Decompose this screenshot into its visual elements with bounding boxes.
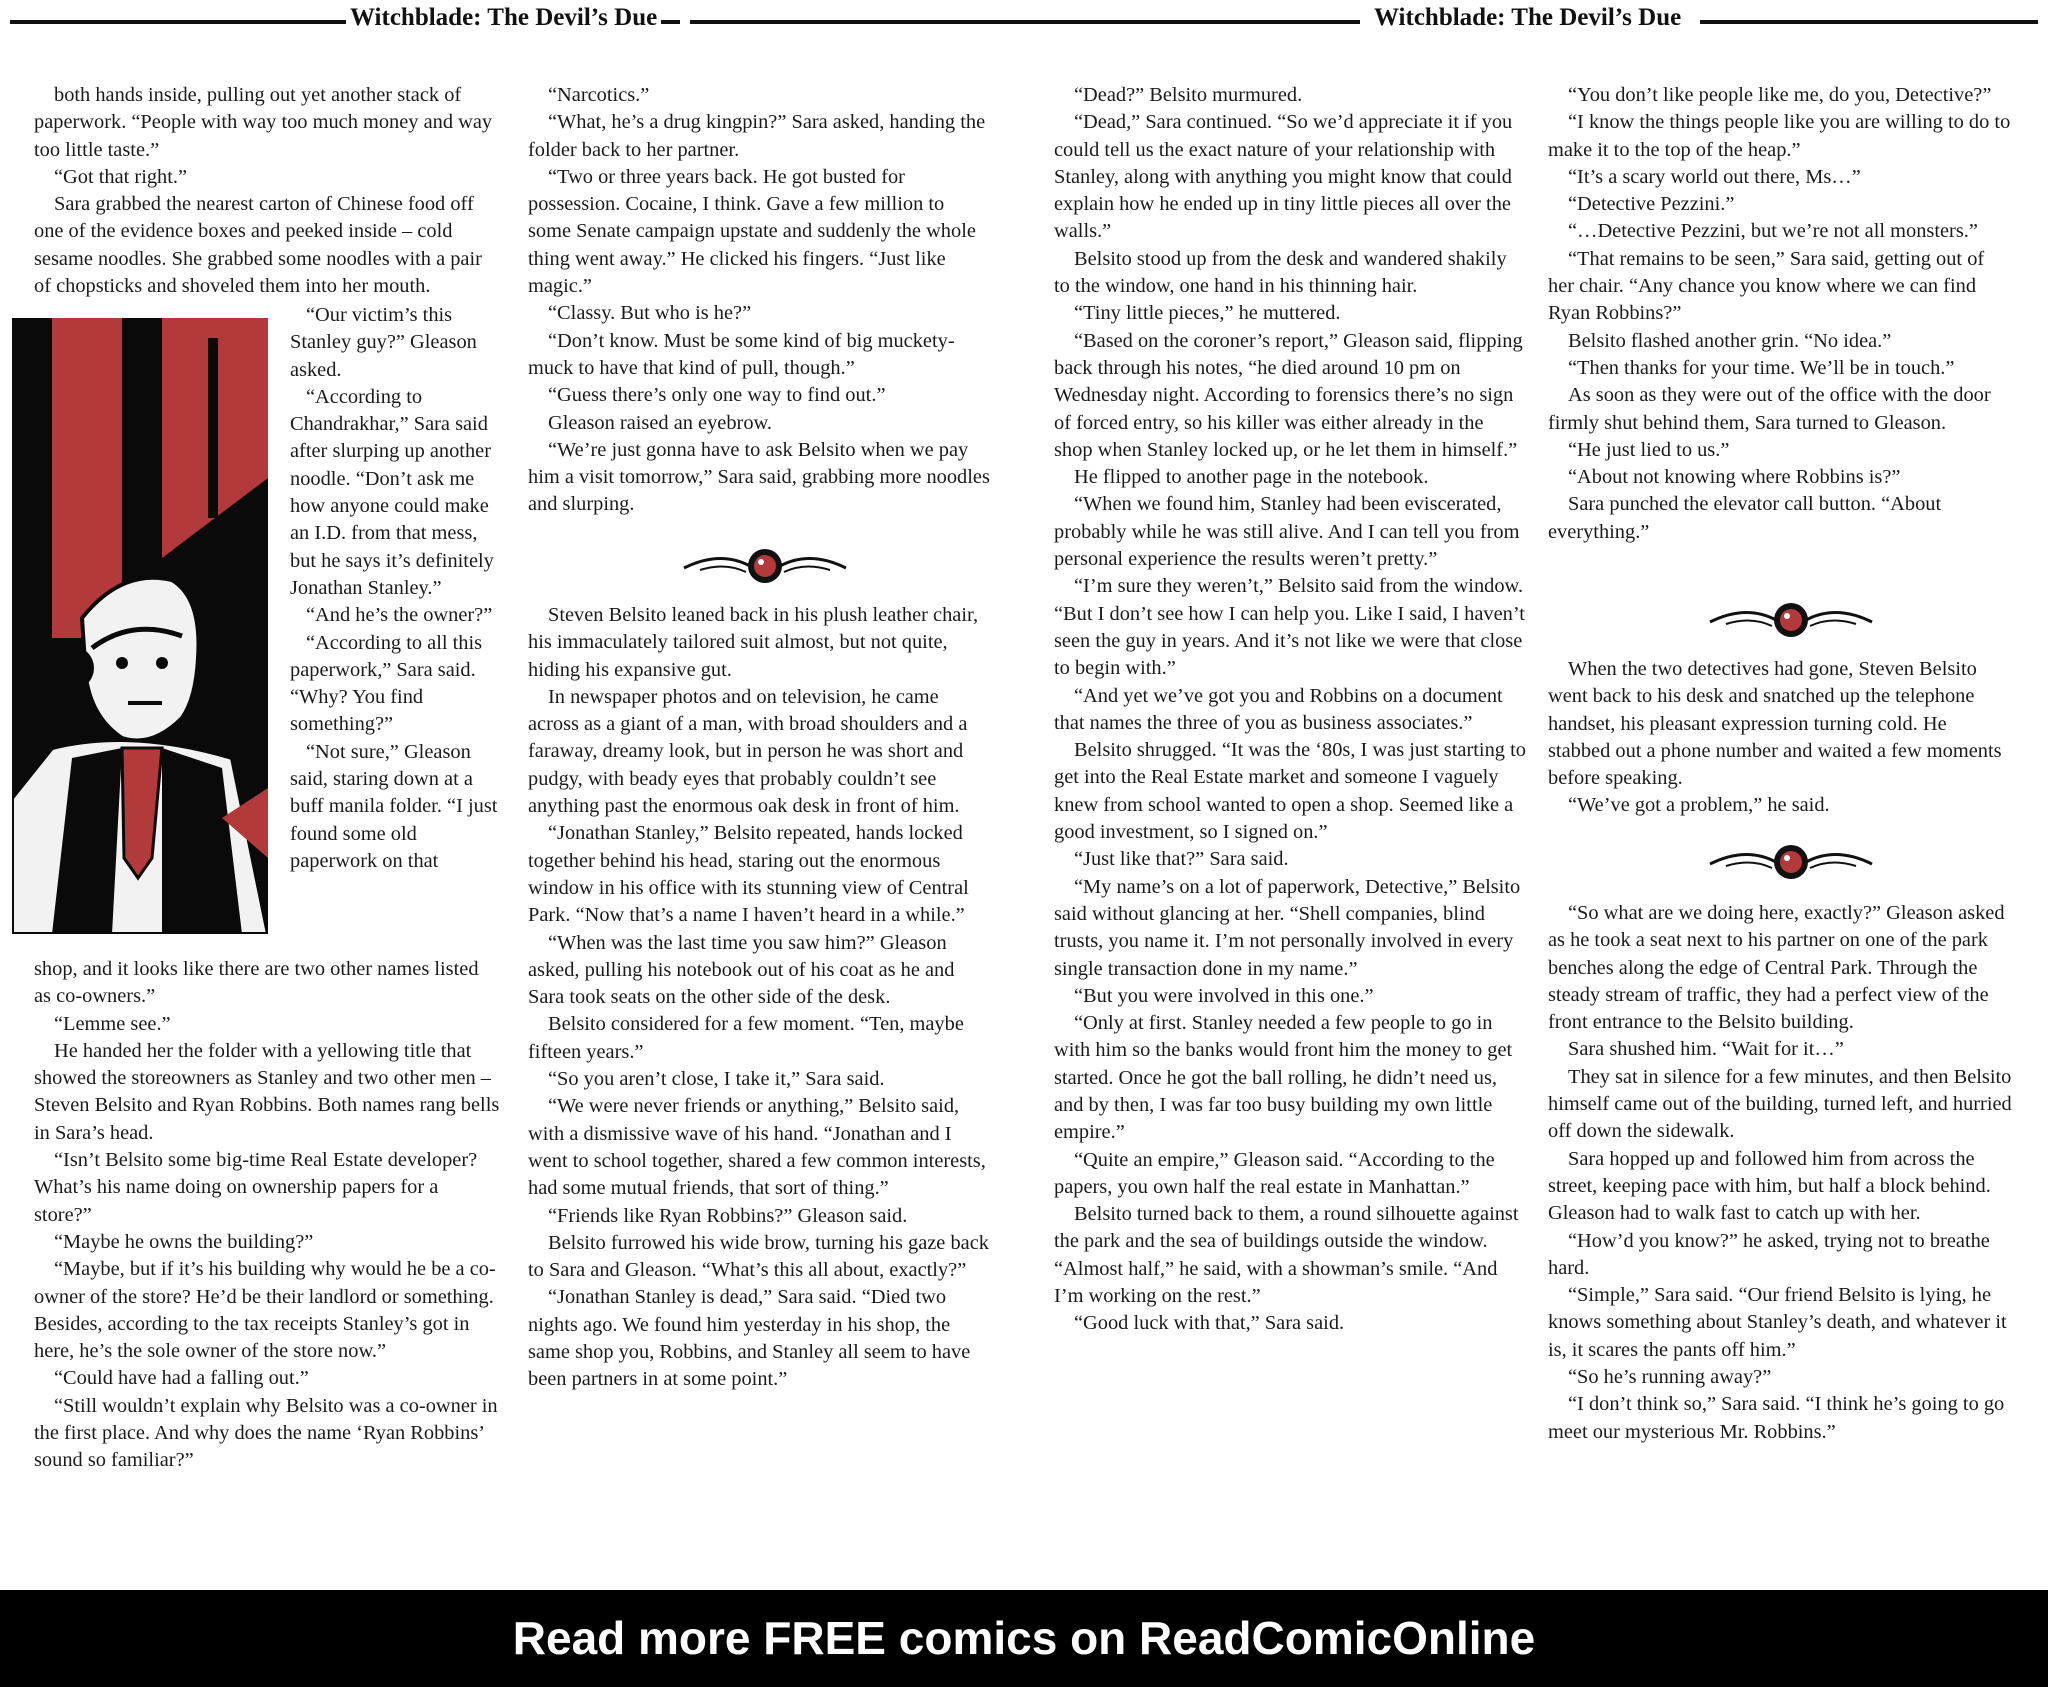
paragraph: shop, and it looks like there are two other names listed as co-owners.” [34,958,479,1008]
running-title-left: Witchblade: The Devil’s Due [346,4,661,32]
paragraph: “Still wouldn’t explain why Belsito was a co-owner in the first place. And why does the name ‘Ryan Robbins’ sound so familiar?” [34,1394,498,1472]
column-1-top [34,82,500,300]
header-rule-right [1700,20,2038,24]
paragraph: “Not sure,” Gleason said, staring down at a buff manila folder. “I just found some old paperwork on that [290,740,498,872]
paragraph: “Simple,” Sara said. “Our friend Belsito is lying, he knows something about Stanley’s death, and whatever it is, it scares the pants off him.” [1548,1284,2007,1361]
paragraph: He handed her the folder with a yellowing title that showed the storeowners as Stanley and two other men – Steven Belsito and Ryan Robbins. Both names rang bells in Sara’s head. [34,1039,500,1144]
paragraph: “Tiny little pieces,” he muttered. [1074,302,1341,325]
paragraph: “Then thanks for your time. We’ll be in touch.” [1568,356,1955,379]
column-2-top [528,82,990,519]
paragraph: Steven Belsito leaned back in his plush leather chair, his immaculately tailored suit almost, but not quite, hiding his expansive gut. [528,604,979,681]
section-break-ornament-icon [1706,594,1876,649]
column-1-bottom [34,956,500,1475]
paragraph: Belsito stood up from the desk and wandered shakily to the window, one hand in his thinning hair. [1054,247,1507,298]
column-4-bottom [1548,900,2014,1446]
paragraph: Sara hopped up and followed him from across the street, keeping pace with him, but half a block behind. Gleason had to walk fast to catch up with her. [1548,1147,1991,1225]
section-break-ornament-icon [1706,836,1876,891]
paragraph: “Good luck with that,” Sara said. [1074,1312,1345,1335]
paragraph: “According to Chandrakhar,” Sara said after slurping up another noodle. “Don’t ask me how anyone could make an I.D. from that mess, but he says it’s definitely Jonathan Stanley.” [290,385,494,599]
paragraph: “Could have had a falling out.” [54,1367,309,1390]
paragraph: “According to all this paperwork,” Sara said. “Why? You find something?” [290,631,483,736]
paragraph: “Two or three years back. He got busted for possession. Cocaine, I think. Gave a few million to some Senate campaign upstate and suddenly the whole thing went away.” He clicked his fingers. “Just like magic.” [528,165,976,298]
paragraph: “So you aren’t close, I take it,” Sara said. [548,1068,885,1091]
paragraph: “We were never friends or anything,” Belsito said, with a dismissive wave of his hand. “Jonathan and I went to school together, shared a few common interests, had some mutual friends, that sort of thing.” [528,1095,986,1200]
paragraph: “Classy. But who is he?” [548,302,752,325]
paragraph: “When we found him, Stanley had been eviscerated, probably while he was still alive. And I can tell you from personal experience the results weren’t pretty.” [1054,493,1520,571]
column-1-wrap [290,302,508,875]
paragraph: “We’re just gonna have to ask Belsito when we pay him a visit tomorrow,” Sara said, grabbing more noodles and slurping. [528,438,990,516]
promo-banner-text[interactable]: Read more FREE comics on ReadComicOnline [512,1612,1536,1664]
header-rule-middle [690,20,1360,24]
paragraph: Belsito considered for a few moment. “Ten, maybe fifteen years.” [528,1013,964,1063]
paragraph: “Only at first. Stanley needed a few people to go in with him so the banks would front him the money to get started. Once he got the ball rolling, he didn’t need us, and by then, I was far too busy building my own little empire.” [1054,1012,1513,1144]
paragraph: “I don’t think so,” Sara said. “I think he’s going to go meet our mysterious Mr. Robbins.” [1548,1393,2005,1443]
paragraph: “Don’t know. Must be some kind of big muckety-muck to have that kind of pull, though.” [528,329,955,379]
paragraph: “You don’t like people like me, do you, Detective?” [1568,84,1992,106]
paragraph: “So he’s running away?” [1568,1366,1772,1389]
paragraph: “But you were involved in this one.” [1074,984,1374,1007]
paragraph: “And yet we’ve got you and Robbins on a document that names the three of you as business associates.” [1054,684,1503,734]
paragraph: “Maybe, but if it’s his building why would he be a co-owner of the store? He’d be their landlord or something. Besides, according to the tax receipts Stanley’s got in here, he’s the sole owner of the store now.” [34,1258,496,1363]
paragraph: “About not knowing where Robbins is?” [1568,466,1901,489]
running-title-right: Witchblade: The Devil’s Due [1370,4,1685,32]
paragraph: Belsito shrugged. “It was the ‘80s, I was just starting to get into the Real Estate market and someone I vaguely knew from school wanted to open a shop. Seemed like a good investment, so I signed on.” [1054,739,1526,844]
paragraph: As soon as they were out of the office with the door firmly shut behind them, Sara turned to Gleason. [1548,384,1991,434]
paragraph: “Dead,” Sara continued. “So we’d appreciate it if you could tell us the exact nature of your relationship with Stanley, along with anything you might know that could explain how he ended up in tiny little pieces all over the walls.” [1054,111,1513,243]
paragraph: “Friends like Ryan Robbins?” Gleason said. [548,1204,908,1227]
paragraph: “Isn’t Belsito some big-time Real Estate developer? What’s his name doing on ownership papers for a store?” [34,1149,478,1226]
paragraph: Belsito turned back to them, a round silhouette against the park and the sea of buildings outside the window. “Almost half,” he said, with a showman’s smile. “And I’m working on the rest.” [1054,1203,1519,1308]
column-4-top [1548,82,2014,546]
paragraph: “Quite an empire,” Gleason said. “According to the papers, you own half the real estate in Manhattan.” [1054,1148,1495,1198]
paragraph: “Our victim’s this Stanley guy?” Gleason asked. [290,304,477,381]
section-break-ornament-icon [680,540,850,595]
column-2-bottom [528,602,990,1394]
paragraph: “Just like that?” Sara said. [1074,848,1289,871]
paragraph: “I’m sure they weren’t,” Belsito said from the window. “But I don’t see how I can help you. Like I said, I haven’t seen the guy in years. And it’s not like we were that close to begin with.” [1054,575,1525,680]
paragraph: both hands inside, pulling out yet another stack of paperwork. “People with way too much money and way too little taste.” [34,84,493,161]
paragraph: “Maybe he owns the building?” [54,1230,314,1253]
illustration-image [12,318,268,934]
paragraph: “So what are we doing here, exactly?” Gleason asked as he took a seat next to his partner on one of the park benches along the edge of Central Park. Through the steady stream of traffic, they had a perfect view of the front entrance to the Belsito building. [1548,902,2005,1034]
paragraph: “And he’s the owner?” [306,604,493,627]
paragraph: In newspaper photos and on television, he came across as a giant of a man, with broad shoulders and a faraway, dreamy look, but in person he was short and pudgy, with beady eyes that probably couldn’t see anything past the enormous oak desk in front of him. [528,685,968,818]
paragraph: Gleason raised an eyebrow. [548,411,773,434]
paragraph: Sara grabbed the nearest carton of Chinese food off one of the evidence boxes and peeked inside – cold sesame noodles. She grabbed some noodles with a pair of chopsticks and shoveled them into her mouth. [34,193,482,298]
paragraph: “I know the things people like you are willing to do to make it to the top of the heap.” [1548,111,2011,161]
paragraph: “He just lied to us.” [1568,438,1730,461]
paragraph: Belsito flashed another grin. “No idea.” [1568,329,1892,352]
paragraph: “Detective Pezzini.” [1568,193,1735,216]
paragraph: He flipped to another page in the notebook. [1074,466,1429,489]
paragraph: “Guess there’s only one way to find out.” [548,384,886,407]
paragraph: “…Detective Pezzini, but we’re not all monsters.” [1568,220,1978,243]
paragraph: “Jonathan Stanley,” Belsito repeated, hands locked together behind his head, staring out the enormous window in his office with its stunning view of Central Park. “Now that’s a name I haven’t heard in a while.” [528,822,969,927]
paragraph: “Got that right.” [54,165,188,188]
paragraph: “It’s a scary world out there, Ms…” [1568,165,1861,188]
paragraph: “Narcotics.” [548,84,650,106]
paragraph: Belsito furrowed his wide brow, turning his gaze back to Sara and Gleason. “What’s this all about, exactly?” [528,1231,989,1282]
illustration-svg [12,318,268,934]
paragraph: “How’d you know?” he asked, trying not to breathe hard. [1548,1229,1990,1279]
paragraph: “What, he’s a drug kingpin?” Sara asked, handing the folder back to her partner. [528,111,986,161]
paragraph: Sara punched the elevator call button. “About everything.” [1548,493,1942,543]
paragraph: They sat in silence for a few minutes, and then Belsito himself came out of the building, turned left, and hurried off down the sidewalk. [1548,1065,2012,1143]
paragraph: “Jonathan Stanley is dead,” Sara said. “Died two nights ago. We found him yesterday in his shop, the same shop you, Robbins, and Stanley all seem to have been partners in at some point.” [528,1286,971,1391]
column-4-middle [1548,656,2014,820]
paragraph: “When was the last time you saw him?” Gleason asked, pulling his notebook out of his coat as he and Sara took seats on the other side of the desk. [528,931,955,1009]
paragraph: “That remains to be seen,” Sara said, getting out of her chair. “Any chance you know where we can find Ryan Robbins?” [1548,247,1985,325]
paragraph: When the two detectives had gone, Steven Belsito went back to his desk and snatched up the telephone handset, his pleasant expression turning cold. He stabbed out a phone number and waited a few moments before speaking. [1548,658,2002,790]
promo-banner[interactable] [0,1590,2048,1687]
paragraph: “Lemme see.” [54,1012,171,1035]
paragraph: Sara shushed him. “Wait for it…” [1568,1038,1844,1061]
column-3 [1054,82,1526,1338]
paragraph: “Dead?” Belsito murmured. [1074,84,1303,106]
paragraph: “We’ve got a problem,” he said. [1568,794,1830,817]
paragraph: “My name’s on a lot of paperwork, Detective,” Belsito said without glancing at her. “Shell companies, blind trusts, you name it. I’m not personally involved in every single transaction done in my name.” [1054,875,1521,980]
paragraph: “Based on the coroner’s report,” Gleason said, flipping back through his notes, “he died around 10 pm on Wednesday night. According to forensics there’s no sign of forced entry, so his killer was either already in the shop when Stanley locked up, or he let them in himself.” [1054,329,1523,461]
